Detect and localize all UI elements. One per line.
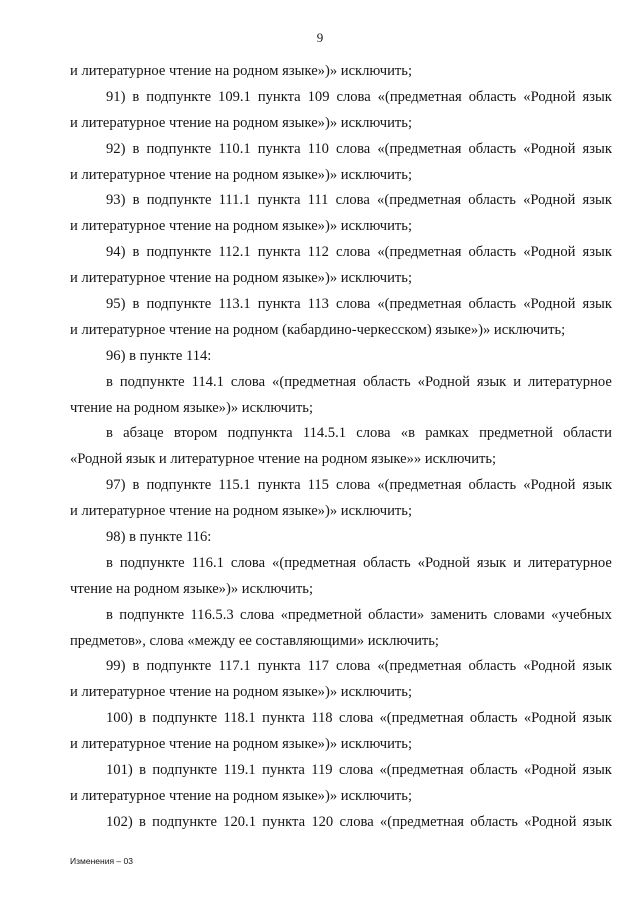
line-text: предметов», слова «между ее составляющими» исключить; — [70, 632, 439, 649]
document-body — [70, 59, 612, 836]
word: подпункте — [152, 813, 217, 830]
word: язык — [582, 762, 612, 779]
word: и — [513, 554, 522, 571]
word: 117.1 — [218, 658, 251, 675]
word: слова — [338, 710, 374, 727]
word: «Родной — [417, 373, 470, 390]
word: «Родной — [523, 244, 576, 261]
word: слова — [230, 554, 266, 571]
word: 95) — [106, 296, 126, 313]
word: язык — [582, 88, 612, 105]
word: язык — [582, 710, 612, 727]
word: «(предметная — [379, 762, 464, 779]
word: пункта — [257, 192, 301, 209]
word: «(предметная — [377, 658, 462, 675]
word: 115.1 — [218, 477, 251, 494]
word: «(предметная — [377, 296, 462, 313]
text-line — [70, 810, 612, 836]
line-text: 98) в пункте 116: — [106, 529, 212, 546]
word: 117 — [307, 658, 329, 675]
word: 110 — [307, 140, 329, 157]
word: 91) — [106, 88, 126, 105]
text-line — [70, 473, 612, 499]
word: слова — [335, 192, 370, 209]
line-text: и литературное чтение на родном языке»)» исключить; — [70, 218, 413, 235]
text-line — [70, 188, 612, 214]
word: язык — [582, 296, 612, 313]
word: область — [468, 192, 516, 209]
line-text: и литературное чтение на родном языке»)» исключить; — [70, 166, 413, 183]
word: «(предметная — [379, 813, 464, 830]
text-line — [70, 603, 612, 629]
word: абзаце — [123, 425, 164, 442]
line-text: и литературное чтение на родном языке»)» исключить; — [70, 270, 413, 287]
word: слова — [338, 762, 374, 779]
word: в — [132, 244, 140, 261]
word: слова — [230, 373, 266, 390]
word: язык — [582, 140, 612, 157]
word: и — [513, 373, 522, 390]
word: область — [363, 554, 411, 571]
word: «Родной — [524, 813, 577, 830]
word: область — [468, 244, 517, 261]
word: 119 — [311, 762, 333, 779]
text-line — [70, 396, 612, 422]
word: подпункте — [152, 710, 218, 727]
text-line — [70, 758, 612, 784]
word: 119.1 — [223, 762, 256, 779]
line-text: и литературное чтение на родном языке»)» исключить; — [70, 503, 413, 520]
word: 93) — [106, 192, 126, 209]
word: область — [470, 813, 518, 830]
line-text: «Родной язык и литературное чтение на родном языке»» исключить; — [70, 451, 497, 468]
word: «(предметная — [272, 373, 357, 390]
word: «(предметная — [377, 140, 462, 157]
word: 113 — [307, 296, 329, 313]
word: область — [468, 140, 517, 157]
word: 99) — [106, 658, 126, 675]
word: «Родной — [523, 192, 576, 209]
text-line — [70, 85, 612, 111]
word: пункта — [262, 762, 305, 779]
text-line — [70, 447, 612, 473]
line-text: 96) в пункте 114: — [106, 347, 212, 364]
word: язык — [476, 554, 507, 571]
text-line — [70, 784, 612, 810]
word: язык — [582, 477, 612, 494]
word: слова — [356, 425, 391, 442]
line-text: и литературное чтение на родном языке»)» исключить; — [70, 114, 413, 131]
page-number: 9 — [316, 30, 324, 45]
word: слова — [336, 244, 371, 261]
word: в — [132, 477, 140, 494]
word: язык — [582, 244, 612, 261]
word: слова — [336, 477, 371, 494]
footer-note: Изменения – 03 — [70, 856, 133, 866]
word: пункта — [257, 296, 301, 313]
text-line — [70, 577, 612, 603]
word: 120.1 — [223, 813, 256, 830]
word: пункта — [257, 88, 301, 105]
text-line — [70, 59, 612, 85]
text-line — [70, 137, 612, 163]
text-line — [70, 551, 612, 577]
word: 114.1 — [191, 373, 224, 390]
word: область — [468, 88, 517, 105]
word: рамках — [425, 425, 469, 442]
word: пункта — [257, 658, 301, 675]
word: слова — [336, 88, 371, 105]
word: слова — [336, 296, 371, 313]
word: 111.1 — [218, 192, 251, 209]
word: «Родной — [417, 554, 470, 571]
word: 101) — [106, 762, 133, 779]
word: пункта — [257, 140, 301, 157]
word: 113.1 — [218, 296, 251, 313]
word: область — [469, 762, 518, 779]
word: «Родной — [523, 296, 576, 313]
word: области — [563, 425, 612, 442]
word: подпункте — [146, 296, 212, 313]
word: 116.1 — [191, 554, 224, 571]
line-text: чтение на родном языке»)» исключить; — [70, 580, 314, 597]
line-text: и литературное чтение на родном языке»)» исключить; — [70, 736, 413, 753]
word: подпункте — [146, 658, 212, 675]
word: область — [469, 710, 518, 727]
word: области» — [368, 606, 425, 623]
word: 115 — [307, 477, 329, 494]
text-line — [70, 240, 612, 266]
word: подпункте — [119, 373, 185, 390]
word: язык — [582, 813, 612, 830]
word: «(предметная — [379, 710, 464, 727]
word: 110.1 — [218, 140, 251, 157]
word: в — [106, 554, 113, 571]
text-line — [70, 629, 612, 655]
word: 114.5.1 — [302, 425, 347, 442]
word: 92) — [106, 140, 126, 157]
word: «Родной — [523, 658, 576, 675]
word: пункта — [262, 710, 305, 727]
line-text: и литературное чтение на родном языке»)» исключить; — [70, 684, 413, 701]
word: в — [132, 296, 140, 313]
word: в — [139, 762, 146, 779]
word: слова — [336, 140, 371, 157]
word: язык — [476, 373, 507, 390]
text-line — [70, 266, 612, 292]
word: «учебных — [551, 606, 612, 623]
word: 118.1 — [223, 710, 256, 727]
word: «Родной — [523, 762, 577, 779]
word: в — [132, 140, 140, 157]
word: пункта — [257, 477, 301, 494]
word: подпункте — [152, 762, 218, 779]
word: литературное — [527, 373, 612, 390]
text-line — [70, 344, 612, 370]
word: область — [468, 296, 517, 313]
text-line — [70, 214, 612, 240]
word: подпункте — [119, 606, 185, 623]
text-line — [70, 292, 612, 318]
word: пункта — [262, 813, 306, 830]
word: подпункте — [146, 192, 212, 209]
word: в — [106, 425, 113, 442]
word: 109.1 — [218, 88, 251, 105]
word: 111 — [307, 192, 329, 209]
word: подпункте — [146, 477, 212, 494]
word: подпункте — [146, 88, 212, 105]
text-line — [70, 654, 612, 680]
text-line — [70, 370, 612, 396]
word: 112 — [307, 244, 329, 261]
word: «предметной — [280, 606, 362, 623]
word: 100) — [106, 710, 133, 727]
word: подпункта — [227, 425, 293, 442]
word: в — [139, 813, 146, 830]
word: литературное — [527, 554, 612, 571]
word: «Родной — [523, 710, 577, 727]
word: 112.1 — [218, 244, 251, 261]
word: «Родной — [523, 88, 576, 105]
text-line — [70, 318, 612, 344]
word: пункта — [257, 244, 301, 261]
line-text: и литературное чтение на родном языке»)» исключить; — [70, 63, 413, 79]
word: «(предметная — [377, 192, 462, 209]
word: язык — [582, 658, 612, 675]
word: подпункте — [146, 244, 212, 261]
word: 109 — [307, 88, 330, 105]
word: «(предметная — [272, 554, 357, 571]
word: «(предметная — [377, 244, 462, 261]
text-line — [70, 680, 612, 706]
word: подпункте — [119, 554, 185, 571]
word: «Родной — [523, 140, 576, 157]
word: область — [468, 658, 517, 675]
line-text: чтение на родном языке»)» исключить; — [70, 399, 314, 416]
word: «(предметная — [377, 88, 462, 105]
word: «в — [400, 425, 415, 442]
text-line — [70, 732, 612, 758]
word: заменить — [430, 606, 488, 623]
text-line — [70, 421, 612, 447]
line-text: и литературное чтение на родном (кабардино-черкесском) языке»)» исключить; — [70, 321, 566, 338]
word: 97) — [106, 477, 126, 494]
word: в — [139, 710, 146, 727]
word: «(предметная — [377, 477, 462, 494]
line-text: и литературное чтение на родном языке»)» исключить; — [70, 787, 413, 804]
word: слова — [339, 813, 374, 830]
text-line — [70, 163, 612, 189]
word: слова — [240, 606, 275, 623]
word: 116.5.3 — [190, 606, 234, 623]
word: область — [468, 477, 517, 494]
word: 118 — [311, 710, 333, 727]
word: словами — [493, 606, 545, 623]
word: 94) — [106, 244, 126, 261]
word: в — [132, 658, 140, 675]
word: предметной — [479, 425, 553, 442]
text-line — [70, 499, 612, 525]
word: «Родной — [523, 477, 576, 494]
word: слова — [336, 658, 371, 675]
word: в — [106, 373, 113, 390]
word: 102) — [106, 813, 133, 830]
text-line — [70, 111, 612, 137]
word: в — [132, 88, 140, 105]
text-line — [70, 706, 612, 732]
word: область — [363, 373, 411, 390]
word: в — [132, 192, 140, 209]
text-line — [70, 525, 612, 551]
word: втором — [173, 425, 218, 442]
word: 120 — [311, 813, 334, 830]
word: язык — [582, 192, 612, 209]
word: подпункте — [146, 140, 212, 157]
word: в — [106, 606, 113, 623]
